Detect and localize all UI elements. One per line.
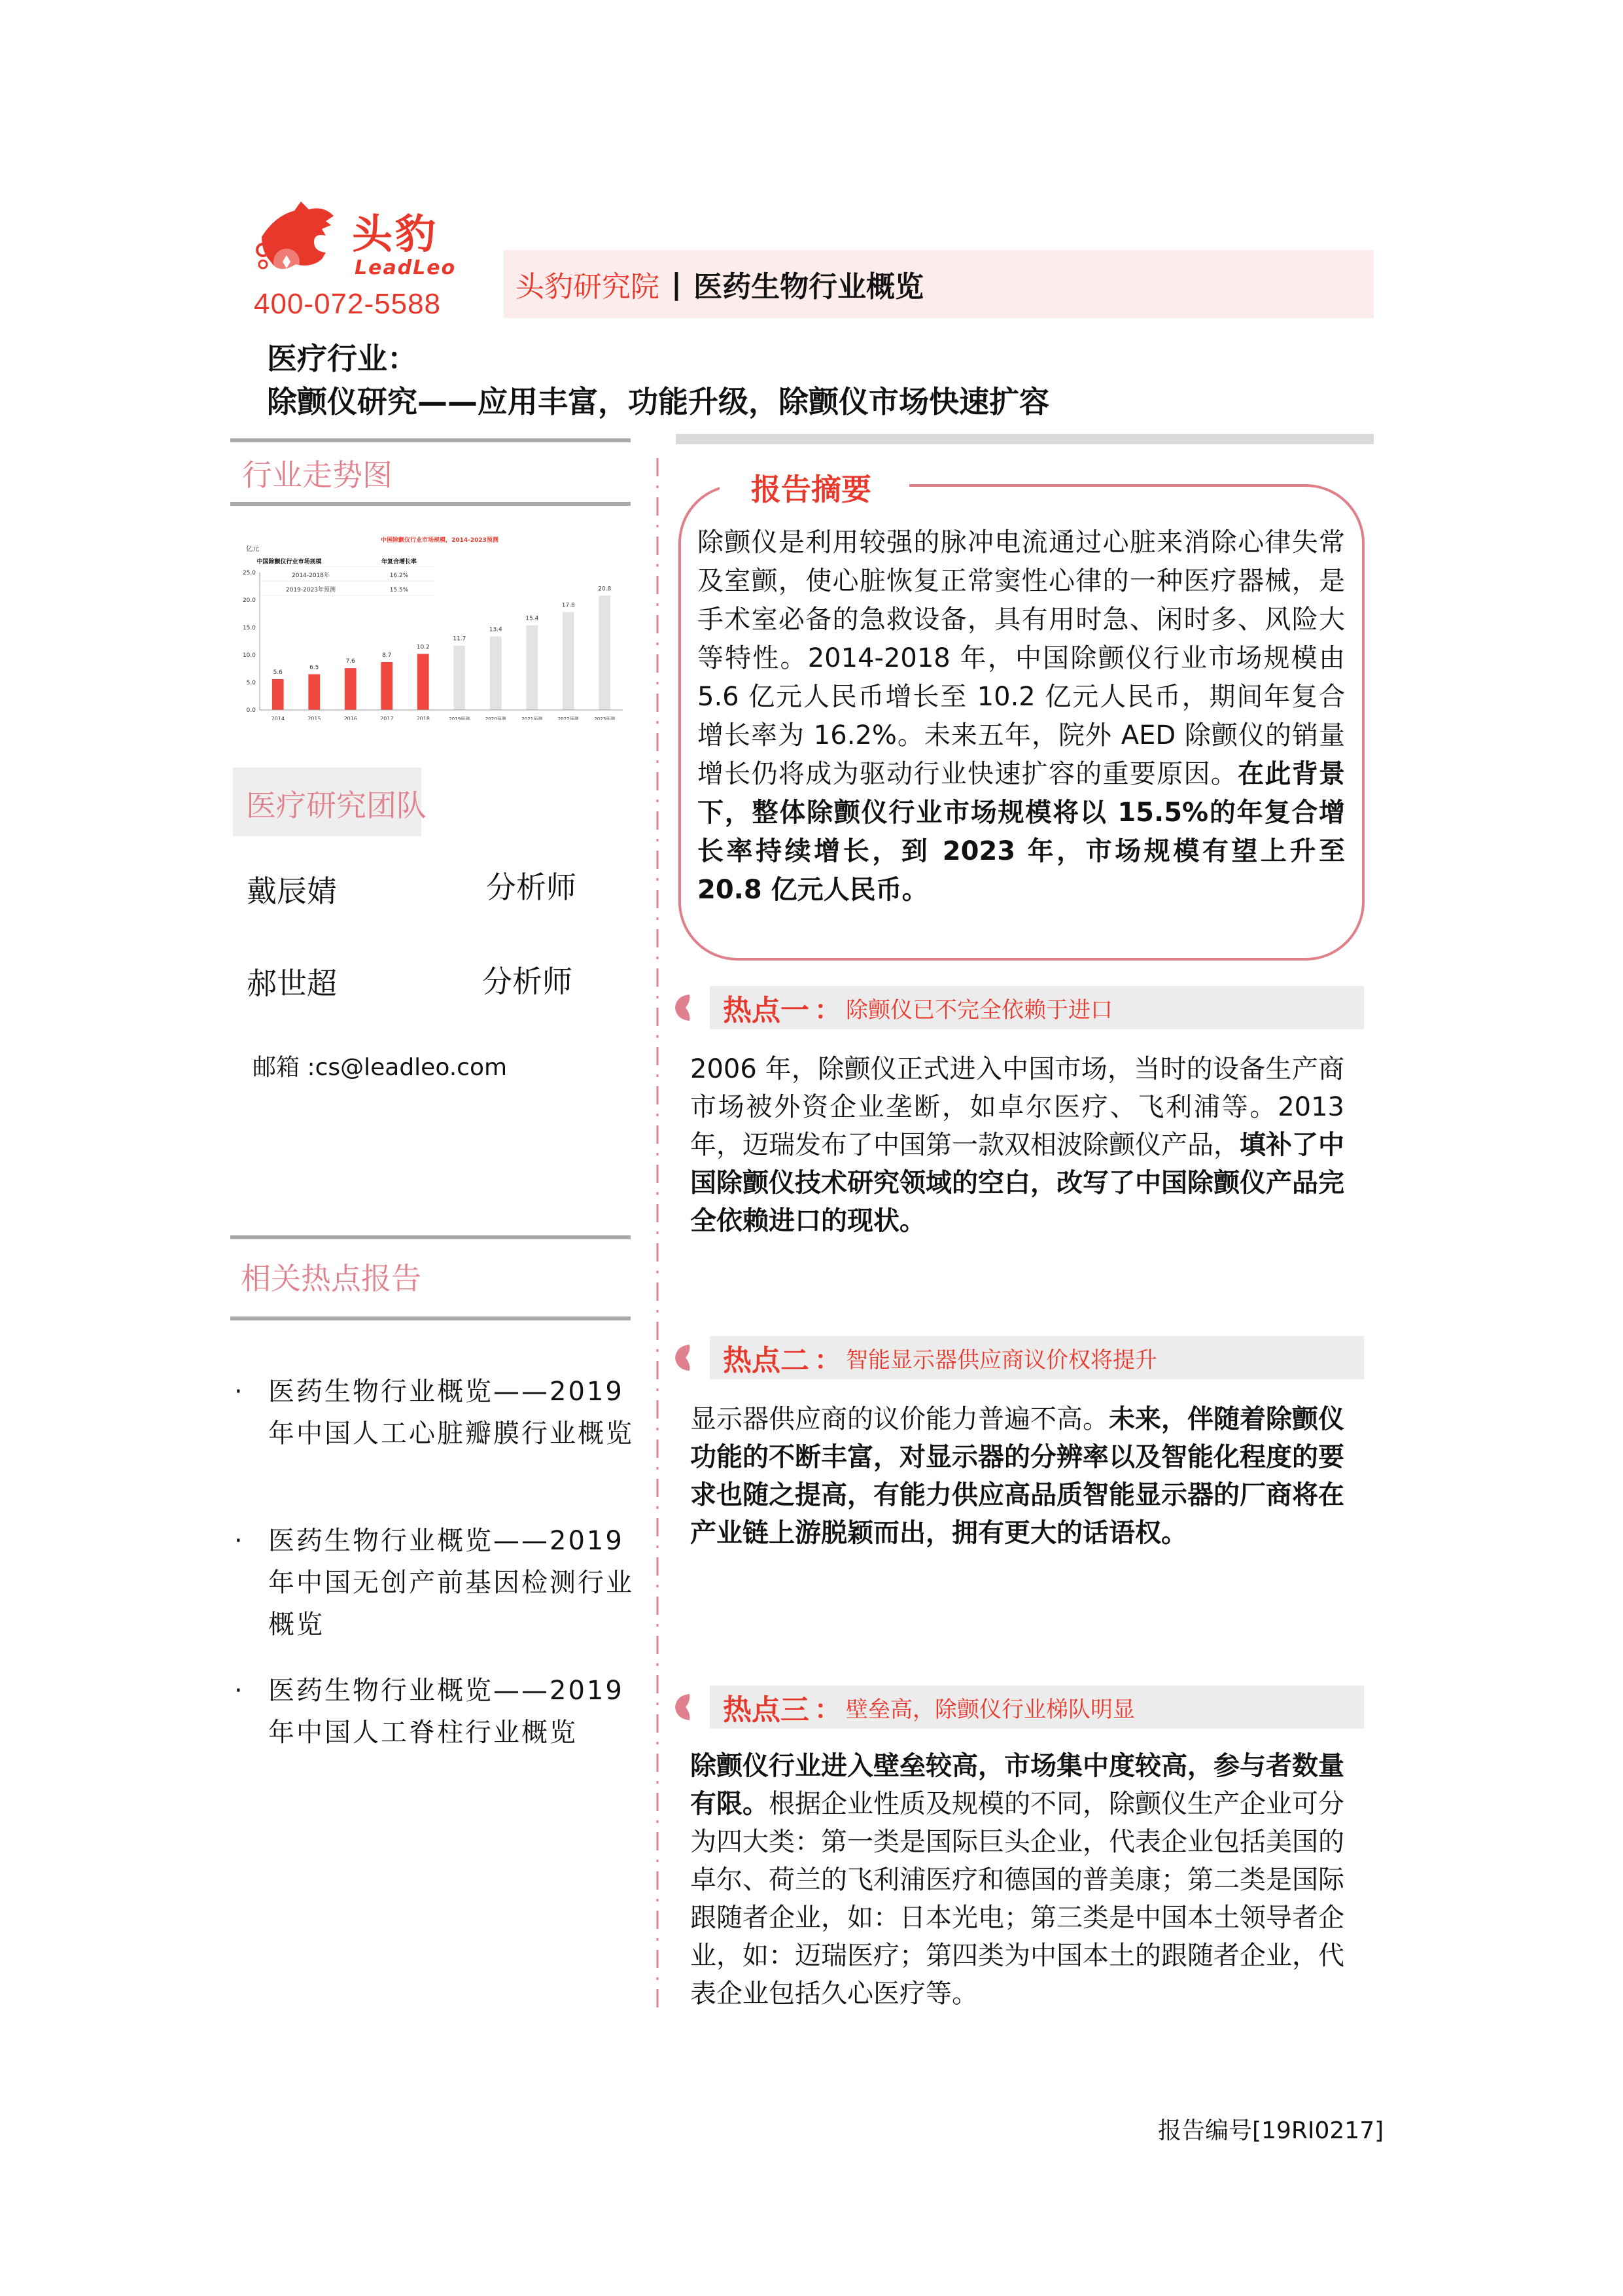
hotspot-label: 热点二 xyxy=(723,1344,809,1377)
divider xyxy=(230,1235,631,1239)
chart-data-label: 13.4 xyxy=(489,626,502,633)
chart-y-tick: 25.0 xyxy=(242,570,256,576)
institute-name: 头豹研究院 xyxy=(515,270,659,304)
logo-text-en: LeadLeo xyxy=(355,256,457,279)
report-category: 医药生物行业概览 xyxy=(693,270,924,304)
member-role: 分析师 xyxy=(482,964,572,999)
related-report-link[interactable] xyxy=(230,1670,636,1754)
summary-text-normal: 除颤仪是利用较强的脉冲电流通过心脏来消除心律失常及室颤，使心脏恢复正常窦性心律的一种医疗器械，是手术室必备的急救设备，具有用时急、闲时多、风险大等特性。2014-2018 年，中国除颤仪行业市场规模由 5.6 亿元人民币增长至 10.2 亿元人民币，期间年复合增长率为 16.2%。未来五年，院外 AED 除颤仪的销量增长仍将成为驱动行业快速扩容的重要原因。 xyxy=(697,527,1345,789)
hotspot-colon: ： xyxy=(814,1345,841,1375)
hotspot-body-normal: 显示器供应商的议价能力普遍不高。 xyxy=(690,1404,1109,1434)
bullet-icon: · xyxy=(234,1676,243,1706)
chart-data-label: 15.4 xyxy=(525,615,539,622)
summary-title: 报告摘要 xyxy=(751,472,871,507)
hotspot-marker-icon xyxy=(674,1693,692,1722)
report-number: 报告编号[19RI0217] xyxy=(1158,2117,1384,2144)
chart-x-tick: 2019预测 xyxy=(449,716,470,720)
chart-x-tick: 2020预测 xyxy=(485,716,506,720)
member-name: 郝世超 xyxy=(247,966,337,1001)
chart-bar xyxy=(563,612,574,710)
market-size-chart xyxy=(230,523,636,720)
hotspot-body-bold: 未来，伴随着除颤仪功能的不断丰富，对显示器的分辨率以及智能化程度的要求也随之提高，有能力供应高品质智能显示器的厂商将在产业链上游脱颖而出，拥有更大的话语权。 xyxy=(690,1404,1344,1548)
hotspot-subtitle: 智能显示器供应商议价权将提升 xyxy=(846,1347,1157,1373)
hotspot-body-normal: 2006 年，除颤仪正式进入中国市场，当时的设备生产商市场被外资企业垄断，如卓尔医疗、飞利浦等。2013 年，迈瑞发布了中国第一款双相波除颤仪产品， xyxy=(690,1054,1344,1160)
chart-x-tick: 2023预测 xyxy=(594,716,616,720)
hotspot-colon: ： xyxy=(814,995,841,1025)
hotspot-label: 热点三 xyxy=(723,1693,809,1727)
related-report-title[interactable]: 医药生物行业概览——2019年中国人工脊柱行业概览 xyxy=(268,1676,624,1748)
hotspot-subtitle: 除颤仪已不完全依赖于进口 xyxy=(846,997,1113,1023)
bullet-icon: · xyxy=(234,1377,243,1407)
hotspot-body xyxy=(690,1050,1344,1240)
chart-bar xyxy=(417,654,429,710)
chart-data-label: 10.2 xyxy=(416,644,430,651)
page-title: 除颤仪研究——应用丰富，功能升级，除颤仪市场快速扩容 xyxy=(267,384,1049,419)
chart-inset-table xyxy=(256,557,434,595)
section-title-related: 相关热点报告 xyxy=(241,1261,421,1296)
page-title-industry: 医疗行业： xyxy=(267,341,417,376)
chart-bar xyxy=(272,679,284,710)
logo-text-cn: 头豹 xyxy=(352,210,439,258)
inset-cell: 2019-2023年预测 xyxy=(285,587,336,593)
related-report-title[interactable]: 医药生物行业概览——2019年中国人工心脏瓣膜行业概览 xyxy=(268,1377,634,1449)
related-report-title[interactable]: 医药生物行业概览——2019年中国无创产前基因检测行业概览 xyxy=(268,1526,634,1640)
hotspot-colon: ： xyxy=(814,1694,841,1725)
chart-x-tick: 2021预测 xyxy=(521,716,543,720)
hotspot-marker-icon xyxy=(674,1343,692,1372)
chart-bar xyxy=(526,626,538,710)
inset-cell: 16.2% xyxy=(389,573,409,579)
chart-y-tick: 20.0 xyxy=(242,597,256,604)
inset-cell: 15.5% xyxy=(389,587,409,593)
inset-header-scale: 中国除颤仪行业市场规模 xyxy=(256,559,322,565)
chart-data-label: 11.7 xyxy=(453,635,466,643)
bullet-icon: · xyxy=(234,1526,243,1556)
phone-number: 400-072-5588 xyxy=(254,288,442,320)
chart-bar xyxy=(490,636,502,710)
chart-x-tick: 2016 xyxy=(343,716,357,720)
chart-x-tick: 2022预测 xyxy=(557,716,579,720)
chart-x-tick: 2014 xyxy=(271,716,285,720)
hotspot-body-bold: 填补了中国除颤仪技术研究领域的空白，改写了中国除颤仪产品完全依赖进口的现状。 xyxy=(690,1130,1344,1236)
chart-data-label: 17.8 xyxy=(561,602,575,609)
hotspot-header xyxy=(710,986,1364,1029)
hotspot-body-bold: 除颤仪行业进入壁垒较高，市场集中度较高，参与者数量有限。 xyxy=(690,1751,1344,1819)
hotspot-marker-icon xyxy=(674,993,692,1022)
chart-data-label: 8.7 xyxy=(382,652,392,659)
hotspot-label: 热点一 xyxy=(723,994,809,1027)
hotspot-body-tail: 根据企业性质及规模的不同，除颤仪生产企业可分为四大类：第一类是国际巨头企业，代表企业包括美国的卓尔、荷兰的飞利浦医疗和德国的普美康；第二类是国际跟随者企业，如：日本光电；第三类是中国本土领导者企业，如：迈瑞医疗；第四类为中国本土的跟随者企业，代表企业包括久心医疗等。 xyxy=(690,1789,1344,2009)
hotspot-header xyxy=(710,1686,1364,1729)
chart-bar xyxy=(599,595,610,710)
section-title-team: 医疗研究团队 xyxy=(246,788,427,823)
contact-email[interactable]: 邮箱 :cs@leadleo.com xyxy=(253,1054,508,1081)
chart-y-tick: 5.0 xyxy=(246,680,256,686)
inset-header-cagr: 年复合增长率 xyxy=(381,559,417,565)
header-separator: | xyxy=(671,267,682,301)
chart-bar xyxy=(308,674,320,710)
related-report-link[interactable] xyxy=(230,1371,636,1455)
divider xyxy=(230,502,631,506)
member-name: 戴辰婧 xyxy=(247,874,337,909)
related-report-link[interactable] xyxy=(230,1520,636,1646)
hotspot-body xyxy=(690,1400,1344,1552)
chart-y-tick: 15.0 xyxy=(242,625,256,631)
summary-text xyxy=(697,523,1345,910)
chart-x-tick: 2015 xyxy=(307,716,321,720)
chart-data-label: 7.6 xyxy=(345,658,355,665)
chart-bar xyxy=(453,646,465,710)
chart-x-tick: 2018 xyxy=(416,716,430,720)
chart-data-label: 20.8 xyxy=(598,586,612,593)
header-band xyxy=(504,250,1374,318)
chart-y-tick: 10.0 xyxy=(242,652,256,659)
chart-bar xyxy=(381,662,393,710)
summary-top-bar xyxy=(676,434,1374,444)
hotspot-subtitle: 壁垒高，除颤仪行业梯队明显 xyxy=(846,1696,1135,1723)
chart-bar xyxy=(345,668,357,710)
hotspot-body xyxy=(690,1747,1344,2013)
chart-x-tick: 2017 xyxy=(380,716,394,720)
hotspot-header xyxy=(710,1336,1364,1379)
chart-y-label: 亿元 xyxy=(246,546,259,553)
chart-data-label: 6.5 xyxy=(309,664,319,671)
leadleo-logo xyxy=(249,196,457,281)
chart-data-label: 5.6 xyxy=(273,669,283,676)
chart-title: 中国除颤仪行业市场规模，2014-2023预测 xyxy=(381,537,498,544)
member-role: 分析师 xyxy=(486,870,576,905)
divider xyxy=(230,438,631,442)
chart-svg xyxy=(230,523,636,720)
inset-cell: 2014-2018年 xyxy=(291,573,330,579)
column-divider xyxy=(656,458,659,2009)
section-title-trend: 行业走势图 xyxy=(242,457,393,493)
chart-y-tick: 0.0 xyxy=(246,707,256,714)
summary-text-bold: 在此背景下，整体除颤仪行业市场规模将以 15.5%的年复合增长率持续增长，到 2023 年，市场规模有望上升至 20.8 亿元人民币。 xyxy=(697,759,1346,905)
divider xyxy=(230,1316,631,1320)
